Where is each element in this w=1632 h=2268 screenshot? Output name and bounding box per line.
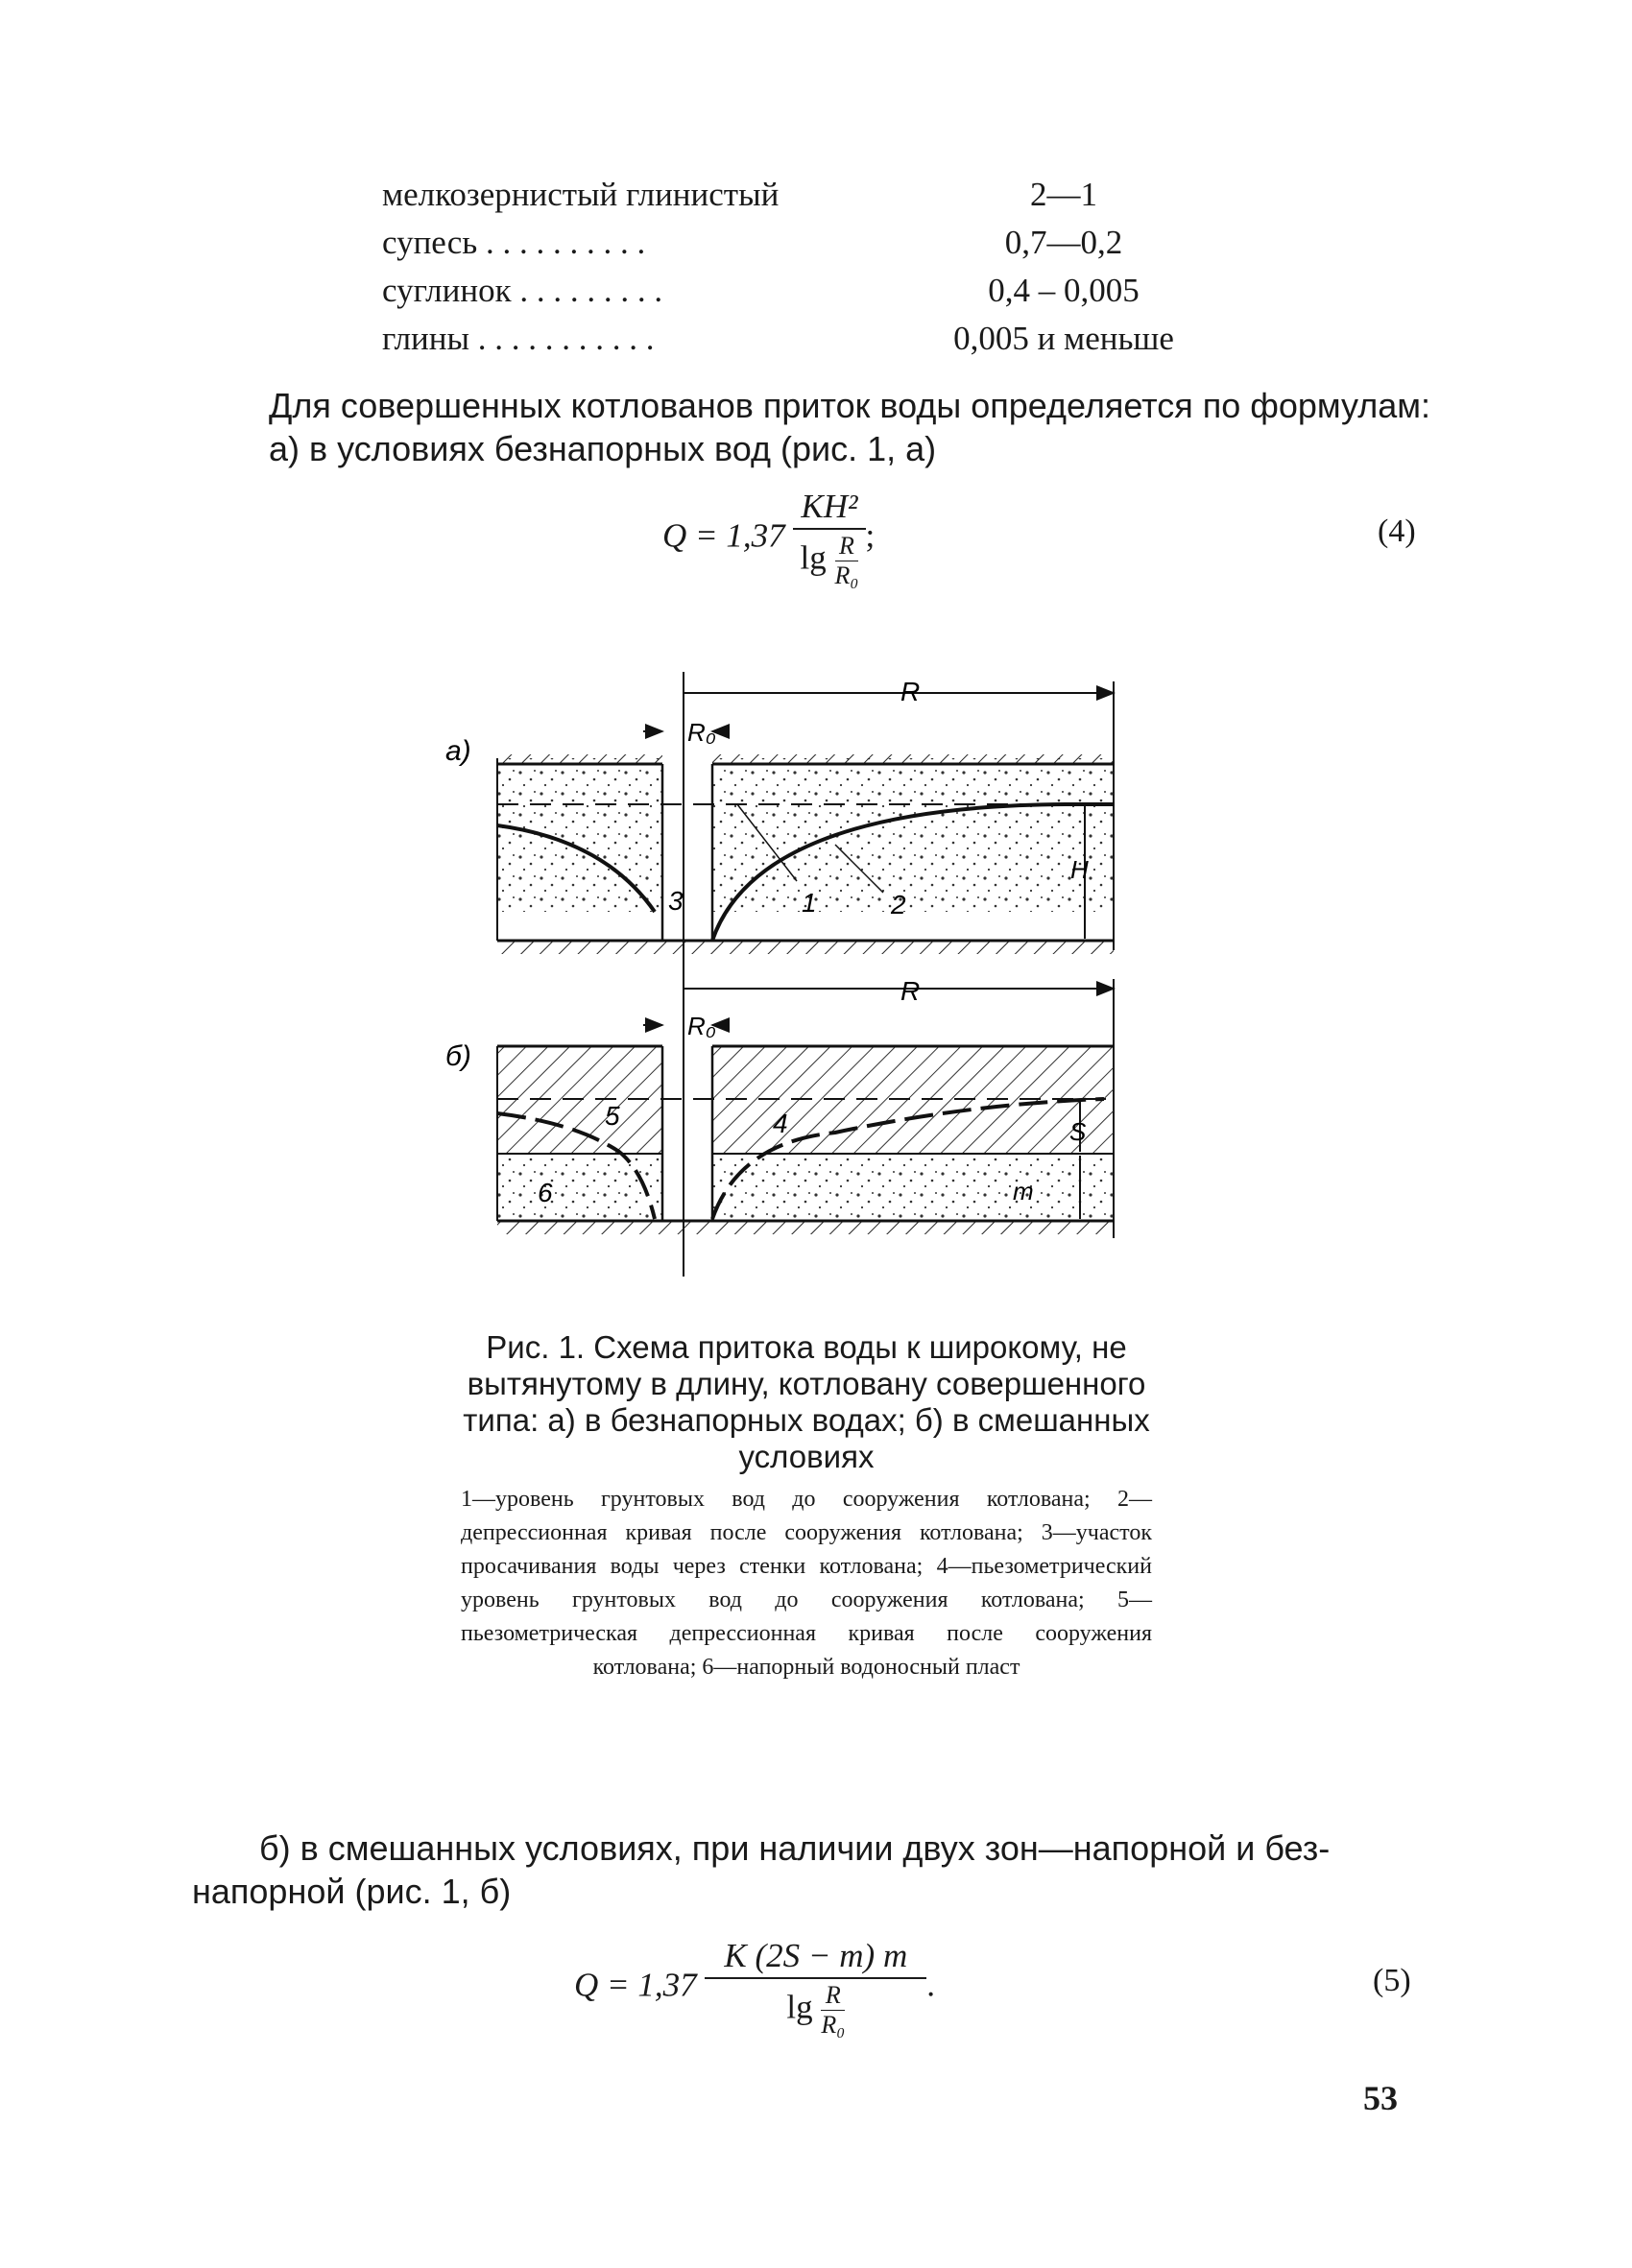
label-R0: R₀ [687,718,716,747]
soil-value: 0,005 и меньше [953,320,1174,357]
formula-denominator [705,1979,926,2040]
marker-5: 5 [605,1101,620,1131]
equation-number: (5) [1373,1963,1411,1998]
formula-fraction [793,488,865,590]
formula-numerator: KH² [793,488,865,530]
formula-tail: . [926,1966,935,2004]
formula-lg: lg [800,538,827,577]
table-row [382,171,1208,219]
soil-value: 0,7—0,2 [1004,224,1123,261]
table-row [382,219,1208,267]
marker-4: 4 [773,1109,788,1138]
marker-6: 6 [538,1178,553,1207]
figure-caption: Рис. 1. Схема притока воды к широкому, не вытянутому в длину, котловану совершенного типа: а) в безнапорных водах; б) в смешанных условиях [463,1329,1150,1474]
ratio-fraction [821,1981,845,2040]
soil-name: супесь . . . . . . . . . . [382,224,646,261]
formula-denominator [793,530,865,590]
label-R0-b: R₀ [687,1012,716,1040]
ratio-numerator: R [821,1981,845,2011]
marker-3: 3 [668,886,684,916]
figure-diagram [432,662,1142,1286]
ratio-numerator: R [835,532,859,561]
soil-name: мелкозернистый глинистый [382,176,780,213]
marker-2: 2 [891,890,906,919]
formula-lhs: Q = 1,37 [574,1966,697,2004]
formula-5 [574,1937,935,2040]
formula-numerator: K (2S − m) m [705,1937,926,1979]
soil-permeability-table [382,171,1208,363]
ratio-fraction [835,532,859,590]
paragraph-line: б) в смешанных условиях, при наличии двух зон—напорной и без- [259,1828,1331,1868]
ratio-denominator: R₀ [834,561,859,589]
table-row [382,267,1208,315]
paragraph-line: а) в условиях безнапорных вод (рис. 1, а) [269,429,937,468]
equation-number: (4) [1378,513,1416,549]
formula-4 [662,488,875,590]
soil-name: глины . . . . . . . . . . . [382,320,655,357]
ratio-denominator: R₀ [821,2011,846,2039]
marker-1: 1 [802,888,817,918]
paragraph-line: напорной (рис. 1, б) [192,1872,512,1911]
label-H: H [1070,855,1089,884]
paragraph-line: Для совершенных котлованов приток воды определяется по формулам: [269,386,1431,425]
soil-value: 2—1 [1030,176,1097,213]
formula-tail: ; [865,516,876,555]
label-S: S [1069,1117,1087,1146]
label-R-b: R [900,976,921,1006]
table-row [382,315,1208,363]
soil-name: суглинок . . . . . . . . . [382,272,663,309]
soil-value: 0,4 – 0,005 [988,272,1140,309]
panel-b-label: б) [445,1040,471,1072]
formula-lg: lg [786,1988,813,2026]
formula-fraction [705,1937,926,2040]
label-m: m [1013,1177,1034,1206]
panel-a-label: а) [445,735,471,767]
formula-lhs: Q = 1,37 [662,516,785,555]
page-number: 53 [1363,2079,1398,2117]
label-R: R [900,677,921,706]
figure-legend: 1—уровень грунтовых вод до сооружения котлована; 2—депрессионная кривая после сооружения котлована; 3—участок просачивания воды через стенки котлована; 4—пьезометрический уровень грунтовых вод до сооружения котлована; 5—пьезометрическая депрессионная кривая после сооружения котлована; 6—напорный водоносный пласт [461,1487,1152,1680]
